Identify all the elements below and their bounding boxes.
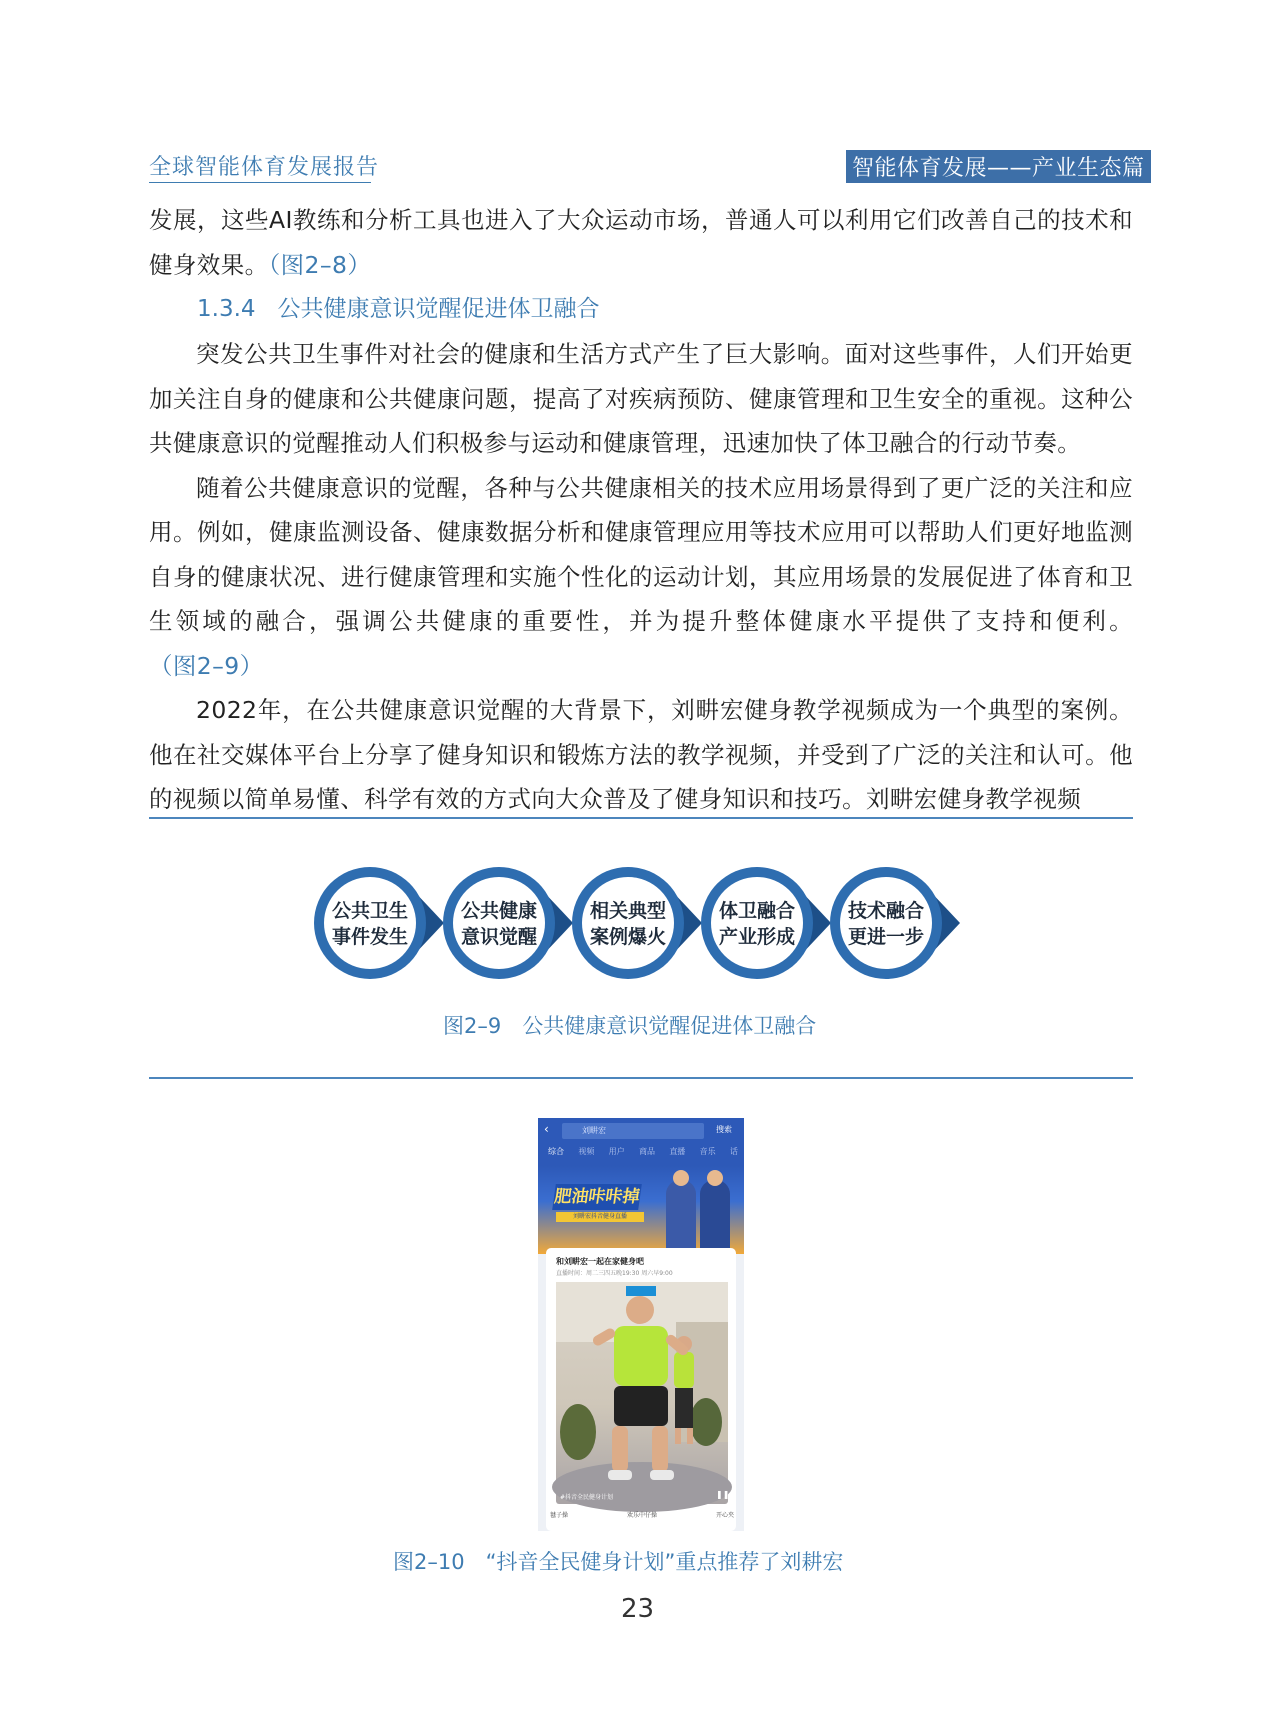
header-underline: [149, 182, 371, 183]
app-tab: 直播: [669, 1147, 686, 1156]
figure-top-rule: [149, 817, 1133, 819]
flow-step-inner: [582, 877, 674, 969]
figure-separator-rule: [149, 1077, 1133, 1079]
flow-step: [443, 867, 573, 979]
flow-step: [314, 867, 444, 979]
section-heading: [197, 290, 600, 323]
flow-step: [701, 867, 831, 979]
app-tab: 视频: [578, 1147, 595, 1156]
flow-step-label: 事件发生: [331, 926, 409, 948]
app-tab: 音乐: [699, 1147, 716, 1156]
app-tab: 商品: [638, 1147, 655, 1156]
card-title: 和刘畊宏一起在家健身吧: [556, 1257, 644, 1266]
flow-step-inner: [840, 877, 932, 969]
flow-step-inner: [453, 877, 545, 969]
flow-step-label: 意识觉醒: [460, 926, 538, 948]
flow-step-label: 体卫融合: [718, 900, 796, 922]
banner-person-figure: [700, 1180, 730, 1252]
flow-step: [830, 867, 960, 979]
app-live-card: [546, 1248, 736, 1531]
banner-title: 肥油咔咔掉: [552, 1184, 642, 1210]
video-frame: [556, 1282, 728, 1504]
running-header-title: 全球智能体育发展报告: [149, 155, 380, 180]
paragraph: 突发公共卫生事件对社会的健康和生活方式产生了巨大影响。面对这些事件，人们开始更加关注自身的健康和公共健康问题，提高了对疾病预防、健康管理和卫生安全的重视。这种公共健康意识的觉醒推动人们积极参与运动和健康管理，迅速加快了体卫融合的行动节奏。: [149, 340, 1133, 457]
figure-reference: （图2–8）: [268, 250, 372, 279]
flow-steps: [314, 867, 960, 979]
banner-person-head: [673, 1170, 689, 1186]
flow-step-label: 相关典型: [589, 900, 667, 922]
flow-step: [572, 867, 702, 979]
workout-link: 开心夹: [715, 1512, 734, 1519]
workout-link: 欢乐中仔操: [626, 1512, 657, 1519]
figure-caption: 图2–10 “抖音全民健身计划”重点推荐了刘耕宏: [393, 1550, 844, 1574]
workout-link: 毽子操: [550, 1512, 569, 1519]
paragraph-text: 发展，这些AI教练和分析工具也进入了大众运动市场，普通人可以利用它们改善自己的技术和健身效果。: [149, 206, 1133, 279]
flow-step-label: 技术融合: [847, 900, 925, 922]
banner-person-figure: [666, 1180, 696, 1252]
fitness-video-illustration: [556, 1282, 728, 1504]
flow-step-inner: [324, 877, 416, 969]
flow-step-inner: [711, 877, 803, 969]
paragraph: 2022年，在公共健康意识觉醒的大背景下，刘畊宏健身教学视频成为一个典型的案例。他在社交媒体平台上分享了健身知识和锻炼方法的教学视频，并受到了广泛的关注和认可。他的视频以简单易懂、科学有效的方式向大众普及了健身知识和技巧。刘畊宏健身教学视频: [149, 696, 1133, 813]
banner-person-head: [707, 1170, 723, 1186]
paragraph-continuation: [149, 198, 1133, 287]
page-number: 23: [620, 1594, 655, 1624]
app-search-button: 搜索: [716, 1125, 732, 1134]
section-number: 1.3.4: [197, 296, 256, 322]
flow-step-label: 公共卫生: [331, 900, 409, 922]
app-screenshot-image: [538, 1118, 744, 1531]
section-title: 公共健康意识觉醒促进体卫融合: [277, 296, 600, 322]
paragraph-text: 随着公共健康意识的觉醒，各种与公共健康相关的技术应用场景得到了更广泛的关注和应用。例如，健康监测设备、健康数据分析和健康管理应用等技术应用可以帮助人们更好地监测自身的健康状况、进行健康管理和实施个性化的运动计划，其应用场景的发展促进了体育和卫生领域的融合，强调公共健康的重要性，并为提升整体健康水平提供了支持和便利。: [149, 473, 1133, 635]
flow-step-label: 产业形成: [718, 926, 796, 948]
figure-caption: 图2–9 公共健康意识觉醒促进体卫融合: [443, 1014, 817, 1038]
card-schedule: 直播时间：周二三四五晚19:30 周六早9:00: [556, 1270, 673, 1277]
figure-reference: （图2–9）: [149, 651, 264, 680]
body-paragraphs: [149, 332, 1133, 822]
back-arrow-icon: ‹: [544, 1122, 549, 1136]
app-tab: 用户: [608, 1147, 625, 1156]
banner-subtitle: 刘畊宏抖音健身直播: [556, 1212, 644, 1222]
video-hashtag: #抖音全民健身计划: [560, 1494, 614, 1501]
app-tabs: [548, 1146, 738, 1157]
paragraph: [149, 466, 1133, 689]
app-tab: 综合: [548, 1147, 564, 1156]
app-search-box: 刘畊宏: [562, 1123, 704, 1139]
flow-step-label: 更进一步: [847, 926, 925, 948]
pause-icon: ❚❚: [716, 1490, 730, 1499]
card-bottom-links: [550, 1510, 734, 1528]
flow-step-label: 案例爆火: [589, 926, 667, 948]
chapter-header-badge: 智能体育发展——产业生态篇: [846, 150, 1151, 183]
flow-diagram: [300, 858, 980, 988]
flow-step-label: 公共健康: [460, 900, 538, 922]
app-tab: 话: [729, 1147, 738, 1156]
